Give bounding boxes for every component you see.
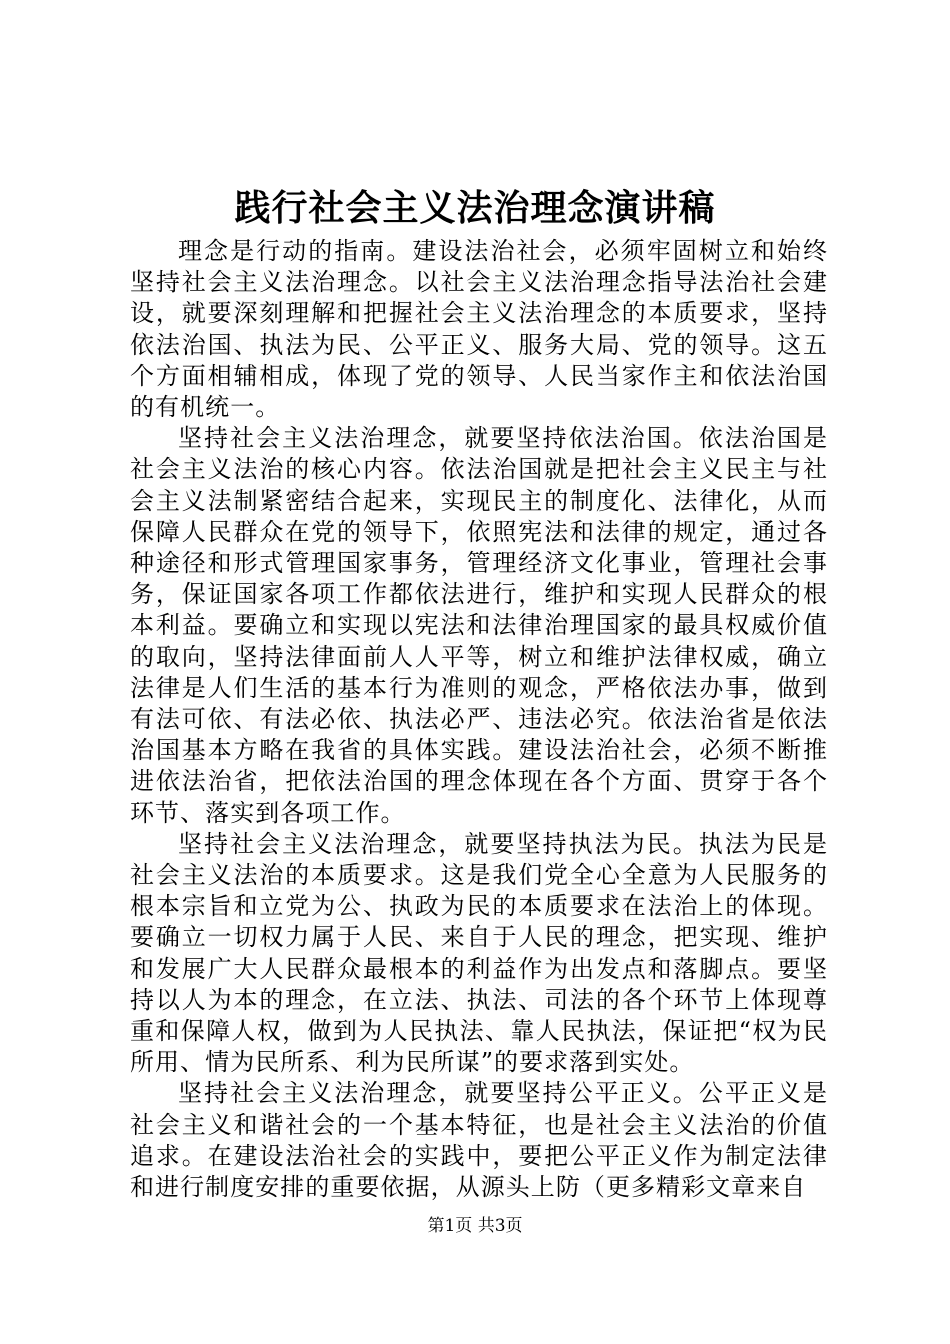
document-body xyxy=(130,236,828,1203)
paragraph-4: 坚持社会主义法治理念，就要坚持公平正义。公平正义是社会主义和谐社会的一个基本特征，也是社会主义法治的价值追求。在建设法治社会的实践中，要把公平正义作为制定法律和进行制度安排的重要依据，从源头上防（更多精彩文章来自 xyxy=(130,1079,828,1202)
paragraph-3: 坚持社会主义法治理念，就要坚持执法为民。执法为民是社会主义法治的本质要求。这是我们党全心全意为人民服务的根本宗旨和立党为公、执政为民的本质要求在法治上的体现。要确立一切权力属于人民、来自于人民的理念，把实现、维护和发展广大人民群众最根本的利益作为出发点和落脚点。要坚持以人为本的理念，在立法、执法、司法的各个环节上体现尊重和保障人权，做到为人民执法、靠人民执法，保证把“权为民所用、情为民所系、利为民所谋”的要求落到实处。 xyxy=(130,829,828,1077)
paragraph-2: 坚持社会主义法治理念，就要坚持依法治国。依法治国是社会主义法治的核心内容。依法治国就是把社会主义民主与社会主义法制紧密结合起来，实现民主的制度化、法律化，从而保障人民群众在党的领导下，依照宪法和法律的规定，通过各种途径和形式管理国家事务，管理经济文化事业，管理社会事务，保证国家各项工作都依法进行，维护和实现人民群众的根本利益。要确立和实现以宪法和法律治理国家的最具权威价值的取向，坚持法律面前人人平等，树立和维护法律权威，确立法律是人们生活的基本行为准则的观念，严格依法办事，做到有法可依、有法必依、执法必严、违法必究。依法治省是依法治国基本方略在我省的具体实践。建设法治社会，必须不断推进依法治省，把依法治国的理念体现在各个方面、贯穿于各个环节、落实到各项工作。 xyxy=(130,424,828,827)
document-title: 践行社会主义法治理念演讲稿 xyxy=(234,187,716,229)
paragraph-1: 理念是行动的指南。建设法治社会，必须牢固树立和始终坚持社会主义法治理念。以社会主义法治理念指导法治社会建设，就要深刻理解和把握社会主义法治理念的本质要求，坚持依法治国、执法为民、公平正义、服务大局、党的领导。这五个方面相辅相成，体现了党的领导、人民当家作主和依法治国的有机统一。 xyxy=(130,237,828,422)
page-footer: 第1页 共3页 xyxy=(427,1216,523,1236)
